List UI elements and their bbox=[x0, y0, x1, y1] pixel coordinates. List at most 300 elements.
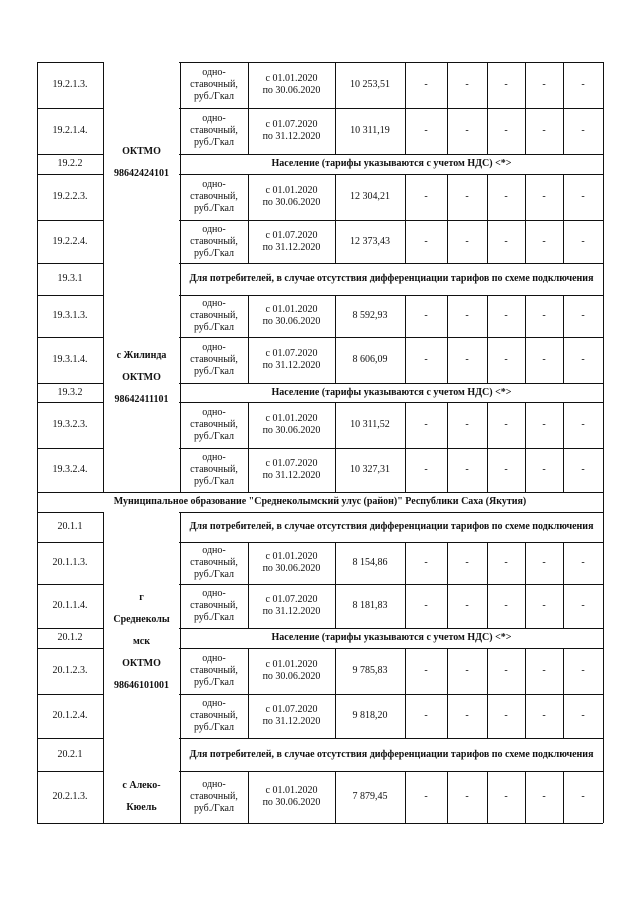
grid-line bbox=[525, 337, 526, 383]
tariff-period-line: с 01.01.2020 bbox=[265, 785, 318, 796]
tariff-value: 12 304,21 bbox=[350, 191, 390, 202]
empty-value-dash: - bbox=[465, 125, 469, 136]
tariff-period-line: по 30.06.2020 bbox=[262, 316, 321, 327]
tariff-type bbox=[180, 174, 248, 220]
locality-label bbox=[104, 62, 179, 263]
empty-value-dash: - bbox=[542, 235, 546, 247]
section-population: Население (тарифы указываются с учетом НДС) <*> bbox=[271, 632, 512, 643]
tariff-type-line: руб./Гкал bbox=[193, 247, 235, 259]
tariff-period-line: по 31.12.2020 bbox=[262, 360, 321, 371]
tariff-type-line: ставочный, bbox=[190, 557, 238, 568]
tariff-period-line: по 30.06.2020 bbox=[262, 797, 321, 808]
grid-line bbox=[405, 220, 406, 263]
grid-line bbox=[603, 174, 604, 220]
locality-label-line: ОКТМО bbox=[122, 657, 161, 669]
tariff-period-line: по 31.12.2020 bbox=[262, 470, 321, 481]
grid-line bbox=[563, 220, 564, 263]
empty-value-dash: - bbox=[581, 557, 585, 568]
tariff-value: 10 327,31 bbox=[350, 464, 390, 475]
empty-value-dash: - bbox=[424, 354, 428, 365]
grid-line bbox=[447, 337, 448, 383]
empty-value-dash: - bbox=[581, 354, 585, 365]
grid-line bbox=[180, 512, 181, 823]
empty-value-dash: - bbox=[465, 791, 469, 802]
grid-line bbox=[525, 108, 526, 154]
tariff-type-line: одно- bbox=[202, 223, 226, 235]
grid-line bbox=[447, 220, 448, 263]
empty-value-dash: - bbox=[465, 235, 469, 247]
tariff-period-line: с 01.01.2020 bbox=[265, 73, 318, 84]
empty-value-dash: - bbox=[581, 791, 585, 802]
grid-line bbox=[563, 694, 564, 738]
tariff-period bbox=[248, 220, 335, 263]
tariff-type-line: руб./Гкал bbox=[193, 677, 235, 688]
grid-line bbox=[180, 62, 181, 492]
grid-line bbox=[447, 648, 448, 694]
grid-line bbox=[447, 62, 448, 108]
grid-line bbox=[563, 174, 564, 220]
tariff-type-line: ставочный, bbox=[190, 464, 238, 475]
tariff-value: 7 879,45 bbox=[352, 791, 388, 802]
tariff-type-line: одно- bbox=[202, 67, 226, 78]
locality-label-line: Среднеколы bbox=[113, 613, 170, 625]
empty-value-dash: - bbox=[504, 791, 508, 802]
empty-value-dash: - bbox=[504, 235, 508, 247]
grid-line bbox=[37, 823, 603, 824]
section-consumers: Для потребителей, в случае отсутствия дифференциации тарифов по схеме подключения bbox=[189, 521, 594, 532]
grid-line bbox=[405, 771, 406, 823]
empty-value-dash: - bbox=[581, 310, 585, 321]
grid-line bbox=[405, 448, 406, 492]
empty-value-dash: - bbox=[581, 419, 585, 430]
grid-line bbox=[405, 694, 406, 738]
grid-line bbox=[563, 648, 564, 694]
grid-line bbox=[603, 694, 604, 738]
tariff-type-line: руб./Гкал bbox=[193, 366, 235, 377]
empty-value-dash: - bbox=[542, 665, 546, 676]
locality-label bbox=[104, 263, 179, 492]
grid-line bbox=[487, 337, 488, 383]
section-consumers: Для потребителей, в случае отсутствия дифференциации тарифов по схеме подключения bbox=[189, 273, 594, 284]
locality-label-line: 98642411101 bbox=[114, 393, 169, 405]
tariff-type-line: одно- bbox=[202, 179, 226, 190]
tariff-period-line: с 01.07.2020 bbox=[265, 348, 318, 359]
empty-value-dash: - bbox=[424, 125, 428, 136]
empty-value-dash: - bbox=[465, 354, 469, 365]
grid-line bbox=[525, 584, 526, 628]
tariff-period-line: с 01.01.2020 bbox=[265, 185, 318, 196]
empty-value-dash: - bbox=[542, 79, 546, 90]
tariff-period-line: с 01.07.2020 bbox=[265, 229, 318, 241]
tariff-period-line: с 01.07.2020 bbox=[265, 119, 318, 130]
grid-line bbox=[603, 337, 604, 383]
empty-value-dash: - bbox=[504, 464, 508, 475]
grid-line bbox=[405, 174, 406, 220]
grid-line bbox=[603, 448, 604, 492]
grid-line bbox=[603, 402, 604, 448]
tariff-type-line: руб./Гкал bbox=[193, 476, 235, 487]
empty-value-dash: - bbox=[542, 710, 546, 721]
row-code: 20.1.2.3. bbox=[52, 665, 88, 676]
grid-line bbox=[525, 694, 526, 738]
empty-value-dash: - bbox=[542, 557, 546, 568]
tariff-type-line: одно- bbox=[202, 779, 226, 790]
empty-value-dash: - bbox=[542, 310, 546, 321]
locality-label-line: с Алеко- bbox=[122, 780, 161, 791]
tariff-period bbox=[248, 694, 335, 738]
grid-line bbox=[405, 337, 406, 383]
tariff-type-line: руб./Гкал bbox=[193, 203, 235, 214]
tariff-type bbox=[180, 542, 248, 584]
grid-line bbox=[487, 402, 488, 448]
municipality-header: Муниципальное образование "Среднеколымский улус (район)" Республики Саха (Якутия) bbox=[113, 496, 527, 507]
grid-line bbox=[447, 448, 448, 492]
row-code: 20.1.2.4. bbox=[52, 710, 88, 721]
tariff-type-line: руб./Гкал bbox=[193, 431, 235, 442]
tariff-type bbox=[180, 62, 248, 108]
grid-line bbox=[405, 295, 406, 337]
empty-value-dash: - bbox=[465, 464, 469, 475]
empty-value-dash: - bbox=[581, 710, 585, 721]
empty-value-dash: - bbox=[504, 600, 508, 611]
grid-line bbox=[405, 648, 406, 694]
tariff-type-line: одно- bbox=[202, 407, 226, 418]
empty-value-dash: - bbox=[465, 710, 469, 721]
tariff-period bbox=[248, 584, 335, 628]
row-code: 20.1.1 bbox=[57, 521, 83, 532]
tariff-type-line: ставочный, bbox=[190, 600, 238, 611]
row-code: 20.1.1.4. bbox=[52, 600, 88, 611]
grid-line bbox=[525, 542, 526, 584]
grid-line bbox=[603, 738, 604, 771]
grid-line bbox=[603, 584, 604, 628]
empty-value-dash: - bbox=[581, 600, 585, 611]
grid-line bbox=[563, 771, 564, 823]
grid-line bbox=[447, 584, 448, 628]
tariff-period-line: с 01.01.2020 bbox=[265, 413, 318, 424]
tariff-period bbox=[248, 402, 335, 448]
tariff-type-line: ставочный, bbox=[190, 791, 238, 802]
grid-line bbox=[563, 402, 564, 448]
grid-line bbox=[603, 263, 604, 295]
grid-line bbox=[563, 448, 564, 492]
tariff-type-line: ставочный, bbox=[190, 710, 238, 721]
grid-line bbox=[525, 62, 526, 108]
grid-line bbox=[563, 337, 564, 383]
tariff-type bbox=[180, 771, 248, 823]
row-code: 19.3.1 bbox=[57, 273, 83, 284]
empty-value-dash: - bbox=[542, 354, 546, 365]
tariff-period-line: с 01.07.2020 bbox=[265, 594, 318, 605]
tariff-value: 9 818,20 bbox=[352, 710, 388, 721]
tariff-value: 10 253,51 bbox=[350, 79, 390, 90]
tariff-type-line: руб./Гкал bbox=[193, 91, 235, 102]
grid-line bbox=[525, 648, 526, 694]
tariff-period bbox=[248, 648, 335, 694]
row-code: 19.2.1.3. bbox=[52, 79, 88, 90]
tariff-value: 8 154,86 bbox=[352, 557, 388, 568]
empty-value-dash: - bbox=[465, 557, 469, 568]
empty-value-dash: - bbox=[542, 464, 546, 475]
locality-label-line: Кюель bbox=[126, 802, 157, 813]
empty-value-dash: - bbox=[424, 791, 428, 802]
grid-line bbox=[447, 108, 448, 154]
tariff-type bbox=[180, 295, 248, 337]
grid-line bbox=[603, 771, 604, 823]
empty-value-dash: - bbox=[465, 600, 469, 611]
row-code: 20.1.1.3. bbox=[52, 557, 88, 568]
row-code: 19.3.2.4. bbox=[52, 464, 88, 475]
tariff-type-line: руб./Гкал bbox=[193, 612, 235, 623]
tariff-value: 10 311,52 bbox=[350, 419, 390, 430]
empty-value-dash: - bbox=[424, 419, 428, 430]
grid-line bbox=[487, 771, 488, 823]
grid-line bbox=[405, 62, 406, 108]
grid-line bbox=[447, 542, 448, 584]
tariff-period-line: с 01.07.2020 bbox=[265, 704, 318, 715]
empty-value-dash: - bbox=[424, 710, 428, 721]
row-code: 20.2.1 bbox=[57, 748, 83, 760]
grid-line bbox=[563, 584, 564, 628]
tariff-period-line: по 30.06.2020 bbox=[262, 197, 321, 208]
grid-line bbox=[103, 512, 104, 823]
locality-label-line: с Жилинда bbox=[116, 349, 167, 361]
tariff-value: 8 181,83 bbox=[352, 600, 388, 611]
row-code: 19.3.1.4. bbox=[52, 354, 88, 365]
grid-line bbox=[603, 220, 604, 263]
tariff-type bbox=[180, 337, 248, 383]
locality-label-line: мск bbox=[132, 635, 150, 647]
tariff-type-line: ставочный, bbox=[190, 665, 238, 676]
row-code: 20.1.2 bbox=[57, 632, 83, 643]
empty-value-dash: - bbox=[504, 79, 508, 90]
grid-line bbox=[487, 174, 488, 220]
empty-value-dash: - bbox=[504, 354, 508, 365]
locality-label-line: ОКТМО bbox=[122, 371, 161, 383]
grid-line bbox=[487, 62, 488, 108]
empty-value-dash: - bbox=[424, 79, 428, 90]
locality-label-line: ОКТМО bbox=[122, 145, 161, 157]
tariff-period-line: по 31.12.2020 bbox=[262, 241, 321, 253]
empty-value-dash: - bbox=[581, 79, 585, 90]
grid-line bbox=[525, 174, 526, 220]
section-population: Население (тарифы указываются с учетом НДС) <*> bbox=[271, 386, 512, 398]
tariff-type bbox=[180, 402, 248, 448]
grid-line bbox=[603, 492, 604, 512]
row-code: 19.2.2 bbox=[57, 158, 83, 169]
tariff-period bbox=[248, 771, 335, 823]
tariff-period bbox=[248, 337, 335, 383]
empty-value-dash: - bbox=[424, 600, 428, 611]
empty-value-dash: - bbox=[542, 791, 546, 802]
section-consumers: Для потребителей, в случае отсутствия дифференциации тарифов по схеме подключения bbox=[189, 748, 594, 760]
grid-line bbox=[487, 694, 488, 738]
empty-value-dash: - bbox=[542, 191, 546, 202]
row-code: 19.2.1.4. bbox=[52, 125, 88, 136]
locality-label-line: 98642424101 bbox=[114, 167, 169, 179]
grid-line bbox=[487, 108, 488, 154]
row-code: 19.3.2 bbox=[57, 386, 83, 398]
empty-value-dash: - bbox=[424, 310, 428, 321]
empty-value-dash: - bbox=[542, 419, 546, 430]
row-code: 19.2.2.3. bbox=[52, 191, 88, 202]
grid-line bbox=[487, 584, 488, 628]
tariff-type-line: ставочный, bbox=[190, 419, 238, 430]
empty-value-dash: - bbox=[504, 191, 508, 202]
tariff-type-line: руб./Гкал bbox=[193, 322, 235, 333]
tariff-period bbox=[248, 295, 335, 337]
tariff-type-line: руб./Гкал bbox=[193, 803, 235, 814]
empty-value-dash: - bbox=[504, 419, 508, 430]
tariff-period-line: по 30.06.2020 bbox=[262, 425, 321, 436]
grid-line bbox=[603, 108, 604, 154]
locality-label-line: 98646101001 bbox=[114, 679, 169, 691]
row-code: 20.2.1.3. bbox=[52, 791, 88, 802]
grid-line bbox=[447, 402, 448, 448]
tariff-type-line: ставочный, bbox=[190, 354, 238, 365]
empty-value-dash: - bbox=[504, 557, 508, 568]
locality-label bbox=[104, 771, 179, 823]
grid-line bbox=[525, 220, 526, 263]
grid-line bbox=[603, 62, 604, 108]
tariff-type-line: ставочный, bbox=[190, 310, 238, 321]
tariff-type-line: одно- bbox=[202, 298, 226, 309]
grid-line bbox=[563, 108, 564, 154]
tariff-type-line: одно- bbox=[202, 342, 226, 353]
tariff-value: 8 592,93 bbox=[352, 310, 388, 321]
grid-line bbox=[447, 295, 448, 337]
tariff-period bbox=[248, 108, 335, 154]
grid-line bbox=[603, 648, 604, 694]
grid-line bbox=[405, 108, 406, 154]
empty-value-dash: - bbox=[424, 665, 428, 676]
tariff-period bbox=[248, 62, 335, 108]
empty-value-dash: - bbox=[581, 665, 585, 676]
tariff-type-line: одно- bbox=[202, 588, 226, 599]
tariff-period-line: с 01.01.2020 bbox=[265, 304, 318, 315]
grid-line bbox=[563, 295, 564, 337]
empty-value-dash: - bbox=[581, 464, 585, 475]
grid-line bbox=[487, 295, 488, 337]
empty-value-dash: - bbox=[465, 79, 469, 90]
empty-value-dash: - bbox=[465, 419, 469, 430]
tariff-period bbox=[248, 542, 335, 584]
grid-line bbox=[525, 402, 526, 448]
tariff-period-line: с 01.01.2020 bbox=[265, 659, 318, 670]
tariff-type bbox=[180, 448, 248, 492]
grid-line bbox=[563, 62, 564, 108]
empty-value-dash: - bbox=[465, 191, 469, 202]
tariff-type-line: руб./Гкал bbox=[193, 137, 235, 148]
grid-line bbox=[405, 584, 406, 628]
tariff-period-line: по 30.06.2020 bbox=[262, 671, 321, 682]
grid-line bbox=[487, 648, 488, 694]
empty-value-dash: - bbox=[542, 600, 546, 611]
grid-line bbox=[603, 542, 604, 584]
grid-line bbox=[603, 512, 604, 542]
tariff-type-line: одно- bbox=[202, 452, 226, 463]
tariff-type-line: ставочный, bbox=[190, 191, 238, 202]
tariff-type-line: одно- bbox=[202, 113, 226, 124]
grid-line bbox=[525, 448, 526, 492]
empty-value-dash: - bbox=[504, 125, 508, 136]
empty-value-dash: - bbox=[465, 665, 469, 676]
tariff-value: 12 373,43 bbox=[350, 235, 390, 247]
empty-value-dash: - bbox=[424, 464, 428, 475]
tariff-period-line: с 01.07.2020 bbox=[265, 458, 318, 469]
empty-value-dash: - bbox=[581, 235, 585, 247]
empty-value-dash: - bbox=[504, 310, 508, 321]
grid-line bbox=[563, 542, 564, 584]
tariff-type-line: руб./Гкал bbox=[193, 722, 235, 733]
tariff-type-line: ставочный, bbox=[190, 79, 238, 90]
grid-line bbox=[525, 295, 526, 337]
tariff-period-line: по 30.06.2020 bbox=[262, 563, 321, 574]
empty-value-dash: - bbox=[504, 710, 508, 721]
grid-line bbox=[405, 542, 406, 584]
row-code: 19.3.2.3. bbox=[52, 419, 88, 430]
tariff-value: 8 606,09 bbox=[352, 354, 388, 365]
tariff-type-line: руб./Гкал bbox=[193, 569, 235, 580]
grid-line bbox=[447, 771, 448, 823]
tariff-period-line: по 31.12.2020 bbox=[262, 606, 321, 617]
grid-line bbox=[525, 771, 526, 823]
empty-value-dash: - bbox=[465, 310, 469, 321]
tariff-type-line: ставочный, bbox=[190, 125, 238, 136]
tariff-value: 10 311,19 bbox=[350, 125, 390, 136]
tariff-period bbox=[248, 174, 335, 220]
empty-value-dash: - bbox=[424, 557, 428, 568]
tariff-type-line: одно- bbox=[202, 698, 226, 709]
grid-line bbox=[405, 402, 406, 448]
grid-line bbox=[603, 295, 604, 337]
row-code: 19.2.2.4. bbox=[52, 235, 88, 247]
tariff-period-line: по 31.12.2020 bbox=[262, 131, 321, 142]
grid-line bbox=[103, 62, 104, 492]
tariff-type-line: ставочный, bbox=[190, 235, 238, 247]
locality-label-line: г bbox=[139, 591, 144, 603]
tariff-type bbox=[180, 108, 248, 154]
row-code: 19.3.1.3. bbox=[52, 310, 88, 321]
locality-label bbox=[104, 512, 179, 771]
empty-value-dash: - bbox=[581, 191, 585, 202]
tariff-period-line: по 31.12.2020 bbox=[262, 716, 321, 727]
grid-line bbox=[603, 154, 604, 174]
empty-value-dash: - bbox=[504, 665, 508, 676]
grid-line bbox=[447, 174, 448, 220]
empty-value-dash: - bbox=[581, 125, 585, 136]
empty-value-dash: - bbox=[542, 125, 546, 136]
tariff-type bbox=[180, 694, 248, 738]
empty-value-dash: - bbox=[424, 235, 428, 247]
grid-line bbox=[487, 448, 488, 492]
tariff-value: 9 785,83 bbox=[352, 665, 388, 676]
tariff-type bbox=[180, 648, 248, 694]
tariff-period-line: по 30.06.2020 bbox=[262, 85, 321, 96]
section-population: Население (тарифы указываются с учетом НДС) <*> bbox=[271, 158, 512, 169]
tariff-period-line: с 01.01.2020 bbox=[265, 551, 318, 562]
tariff-period bbox=[248, 448, 335, 492]
grid-line bbox=[487, 220, 488, 263]
tariff-type bbox=[180, 220, 248, 263]
empty-value-dash: - bbox=[424, 191, 428, 202]
tariff-type-line: одно- bbox=[202, 653, 226, 664]
grid-line bbox=[447, 694, 448, 738]
tariff-type bbox=[180, 584, 248, 628]
grid-line bbox=[487, 542, 488, 584]
grid-line bbox=[603, 628, 604, 648]
tariff-type-line: одно- bbox=[202, 545, 226, 556]
